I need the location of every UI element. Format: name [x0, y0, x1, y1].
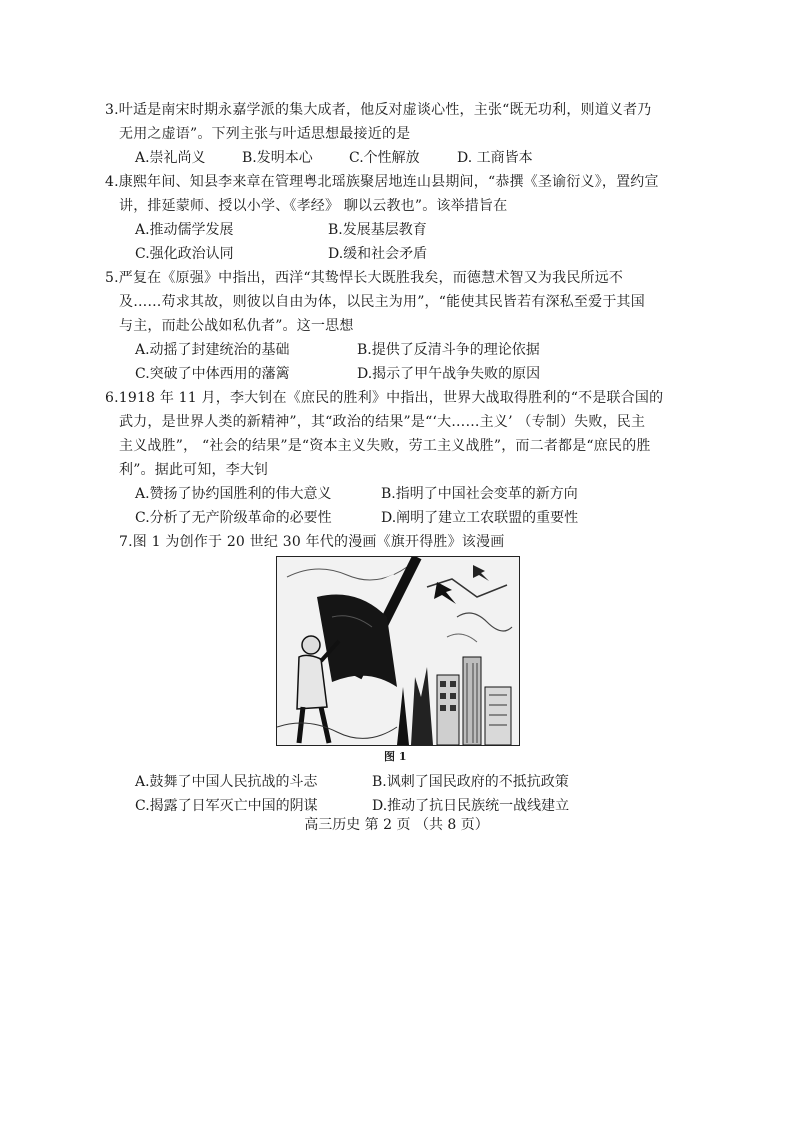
- q3-option-c: C.个性解放: [349, 150, 420, 166]
- q5-option-b: B.提供了反清斗争的理论依据: [357, 342, 540, 358]
- q4-option-b: B.发展基层教育: [328, 222, 427, 238]
- q5-option-a: A.动摇了封建统治的基础: [135, 342, 290, 358]
- q5-stem-line1: 5.严复在《原强》中指出，西洋“其鸷悍长大既胜我矣，而德慧术智又为我民所远不: [105, 270, 624, 286]
- q6-option-a: A.赞扬了协约国胜利的伟大意义: [135, 486, 332, 502]
- q6-stem-line2: 武力，是世界人类的新精神”，其“政治的结果”是“‘大……主义’ （专制）失败，民主: [119, 414, 646, 430]
- q5-option-d: D.揭示了甲午战争失败的原因: [357, 366, 541, 382]
- page-footer: 高三历史 第 2 页 （共 8 页）: [304, 817, 489, 833]
- q3-option-d: D. 工商皆本: [457, 150, 533, 166]
- q5-stem-line3: 与主，而赴公战如私仇者”。这一思想: [119, 318, 354, 334]
- q6-stem-line1: 6.1918 年 11 月，李大钊在《庶民的胜利》中指出，世界大战取得胜利的“不是联合国的: [105, 390, 664, 406]
- q7-stem-line1: 7.图 1 为创作于 20 世纪 30 年代的漫画《旗开得胜》该漫画: [119, 534, 505, 550]
- q4-stem-line1: 4.康熙年间、知县李来章在管理粤北瑶族聚居地连山县期间，“恭撰《圣谕衍义》，置约宣: [105, 174, 659, 190]
- q5-stem-line2: 及……苟求其故，则彼以自由为体，以民主为用”，“能使其民皆若有深私至爱于其国: [119, 294, 645, 310]
- q7-option-d: D.推动了抗日民族统一战线建立: [372, 798, 570, 814]
- cartoon-illustration: [277, 557, 519, 745]
- q6-option-d: D.阐明了建立工农联盟的重要性: [381, 510, 579, 526]
- q6-stem-line4: 利”。据此可知，李大钊: [119, 462, 269, 478]
- q3-stem-line1: 3.叶适是南宋时期永嘉学派的集大成者，他反对虚谈心性，主张“既无功利，则道义者乃: [105, 102, 652, 118]
- q3-option-a: A.崇礼尚义: [135, 150, 206, 166]
- q6-stem-line3: 主义战胜”， “社会的结果”是“资本主义失败，劳工主义战胜”，而二者都是“庶民的胜: [119, 438, 651, 454]
- cartoon-figure: [276, 556, 520, 746]
- q5-option-c: C.突破了中体西用的藩篱: [135, 366, 290, 382]
- q3-stem-line2: 无用之虚语”。下列主张与叶适思想最接近的是: [119, 126, 411, 142]
- q4-option-a: A.推动儒学发展: [135, 222, 234, 238]
- q7-option-b: B.讽刺了国民政府的不抵抗政策: [372, 774, 569, 790]
- q6-option-c: C.分析了无产阶级革命的必要性: [135, 510, 332, 526]
- q4-option-d: D.缓和社会矛盾: [328, 246, 428, 262]
- q7-option-a: A.鼓舞了中国人民抗战的斗志: [135, 774, 318, 790]
- q7-option-c: C.揭露了日军灭亡中国的阴谋: [135, 798, 318, 814]
- q3-option-b: B.发明本心: [242, 150, 313, 166]
- q6-option-b: B.指明了中国社会变革的新方向: [381, 486, 578, 502]
- figure-caption: 图 1: [384, 750, 407, 763]
- q4-option-c: C.强化政治认同: [135, 246, 234, 262]
- q4-stem-line2: 讲，排延蒙师、授以小学、《孝经》 聊以云教也”。该举措旨在: [119, 198, 508, 214]
